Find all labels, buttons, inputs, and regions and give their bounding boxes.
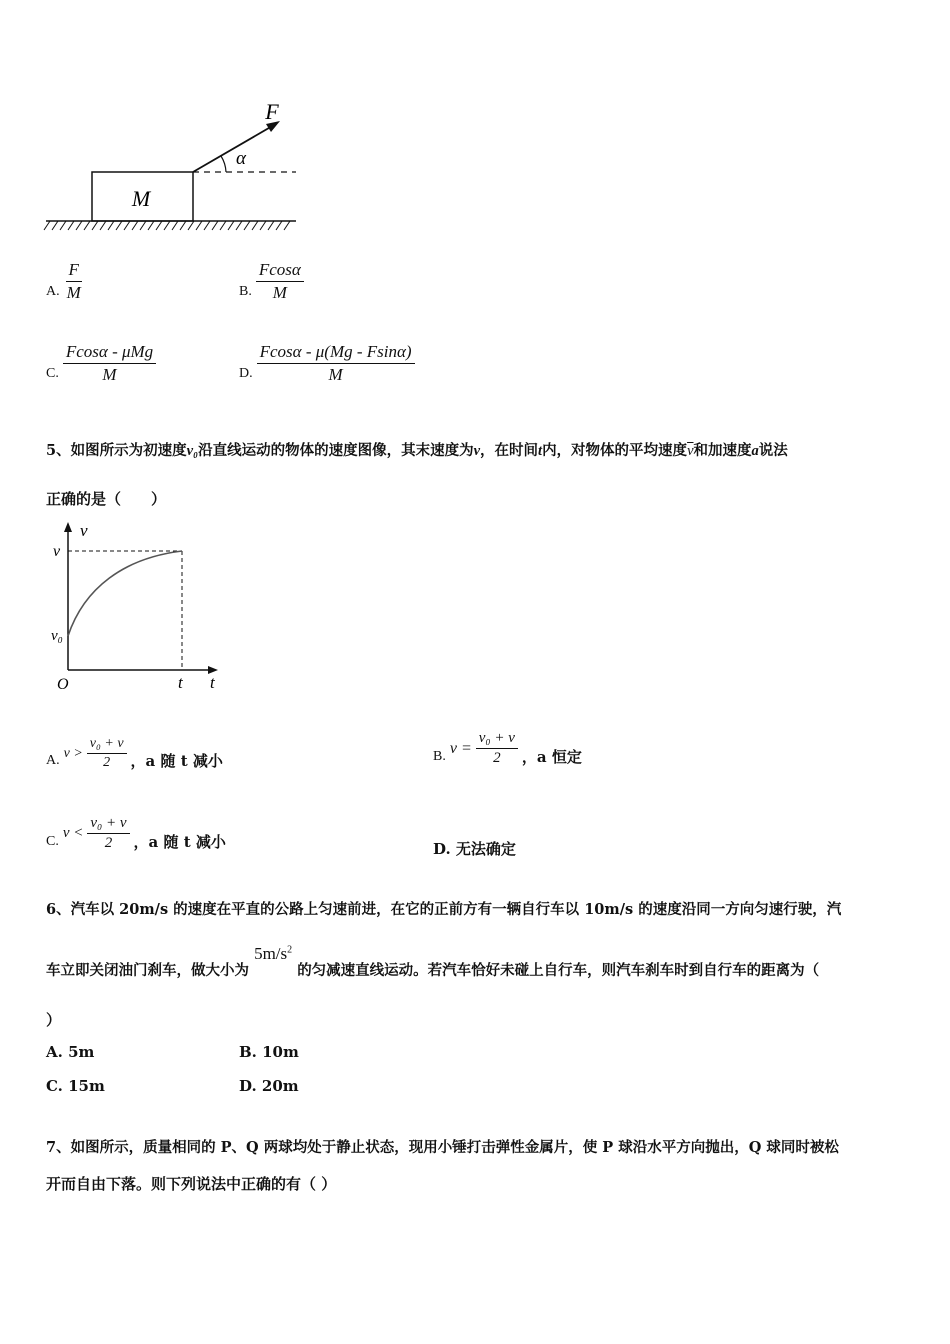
option-tail: ，a 随 t 减小 [130, 752, 223, 770]
comparison-lhs: v = [449, 739, 472, 757]
fraction [476, 730, 518, 767]
fraction [257, 342, 415, 385]
x-axis-label: t [210, 673, 215, 692]
q6-text: 车立即关闭油门刹车，做大小为 [46, 962, 249, 979]
q6-option-c[interactable]: C. 15m [46, 1077, 105, 1095]
option-letter: C. [46, 834, 59, 849]
origin-label: O [57, 676, 69, 693]
q4-option-b[interactable] [239, 260, 304, 303]
fraction-numerator: Fcosα [256, 260, 304, 282]
q6-text: 的匀减速直线运动。若汽车恰好未碰上自行车，则汽车刹车时到自行车的距离为（ [297, 962, 820, 979]
fraction-denominator: 2 [104, 835, 113, 851]
q5-t: t [538, 443, 543, 459]
q5-option-c[interactable] [46, 815, 226, 852]
option-tail: ，a 恒定 [521, 748, 582, 766]
q6-question-line3: ） [46, 1011, 62, 1029]
fraction-denominator: M [328, 365, 343, 384]
fraction-numerator: Fcosα - μ(Mg - Fsinα) [257, 342, 415, 364]
q5-option-d[interactable]: D. 无法确定 [433, 840, 516, 858]
q5-option-b[interactable] [433, 730, 582, 767]
fraction [87, 736, 127, 771]
q5-text: ，在时间 [480, 442, 539, 459]
fraction-numerator: v₀ + v [87, 736, 127, 754]
option-tail: ，a 随 t 减小 [133, 833, 226, 851]
fraction-numerator: v₀ + v [476, 730, 518, 749]
q6-acceleration [254, 944, 292, 963]
fraction-numerator: v₀ + v [87, 815, 129, 834]
t-tick-label: t [178, 673, 183, 692]
q5-text: 沿直线运动的物体的速度图像，其末速度为 [198, 442, 474, 459]
q5-option-a[interactable] [46, 736, 223, 771]
fraction [64, 260, 84, 303]
q6-question-line1: 6、汽车以 20m/s 的速度在平直的公路上匀速前进，在它的正前方有一辆自行车以 10m/s 的速度沿同一方向匀速行驶，汽 [46, 901, 842, 918]
y-axis-arrow [64, 522, 72, 532]
q5-v0: v₀ [186, 443, 199, 459]
fraction-denominator: M [272, 283, 287, 302]
angle-arc [221, 156, 226, 172]
fraction-denominator: M [66, 283, 81, 302]
q7-question-line1: 7、如图所示，质量相同的 P、Q 两球均处于静止状态，现用小锤打击弹性金属片，使 P 球沿水平方向抛出，Q 球同时被松 [46, 1139, 839, 1156]
fraction-denominator: 2 [103, 755, 111, 770]
q6-option-d[interactable]: D. 20m [239, 1077, 299, 1095]
v-tick-label: v [53, 543, 61, 560]
q4-option-c[interactable] [46, 342, 156, 385]
fraction [256, 260, 304, 303]
q5-text: 和加速度 [693, 442, 752, 459]
fraction-numerator: Fcosα - μMg [63, 342, 156, 364]
q6-question-line2 [46, 944, 819, 980]
y-axis-label: v [80, 521, 88, 540]
q5-text: 内，对物体的平均速度 [542, 442, 688, 459]
q5-text: 5、如图所示为初速度 [46, 442, 187, 459]
q5-a: a [751, 443, 759, 459]
option-letter: A. [46, 753, 60, 768]
ground-line [44, 221, 296, 230]
fraction-denominator: M [102, 365, 117, 384]
angle-label: α [236, 148, 246, 169]
velocity-time-graph [44, 518, 234, 698]
accel-value: 5m/s [254, 944, 288, 963]
q4-option-d[interactable] [239, 342, 415, 385]
q7-question-line2: 开而自由下落。则下列说法中正确的有（ ） [46, 1175, 337, 1193]
option-letter: D. [239, 366, 253, 381]
force-label: F [265, 99, 279, 124]
option-letter: B. [433, 749, 446, 764]
block-label: M [131, 186, 151, 211]
block-force-figure [40, 95, 310, 240]
q5-vbar: $\overline{v}$ [687, 443, 694, 459]
comparison-lhs: v > [63, 745, 83, 761]
q5-v: v [473, 443, 481, 459]
option-letter: A. [46, 284, 60, 299]
q5-question-line1 [46, 439, 788, 460]
fraction-denominator: 2 [493, 750, 501, 766]
velocity-curve [68, 551, 182, 636]
comparison-lhs: v < [62, 825, 84, 841]
q5-text: 说法 [758, 442, 788, 459]
v0-tick-label: v₀ [51, 628, 63, 644]
option-letter: C. [46, 366, 59, 381]
q6-option-a[interactable]: A. 5m [46, 1043, 95, 1061]
fraction [63, 342, 156, 385]
fraction-numerator: F [66, 260, 82, 282]
fraction [87, 815, 129, 852]
q4-option-a[interactable] [46, 260, 84, 303]
accel-exponent: 2 [287, 944, 293, 956]
option-letter: B. [239, 284, 252, 299]
q5-question-line2: 正确的是（ ） [46, 490, 167, 508]
q6-option-b[interactable]: B. 10m [239, 1043, 299, 1061]
